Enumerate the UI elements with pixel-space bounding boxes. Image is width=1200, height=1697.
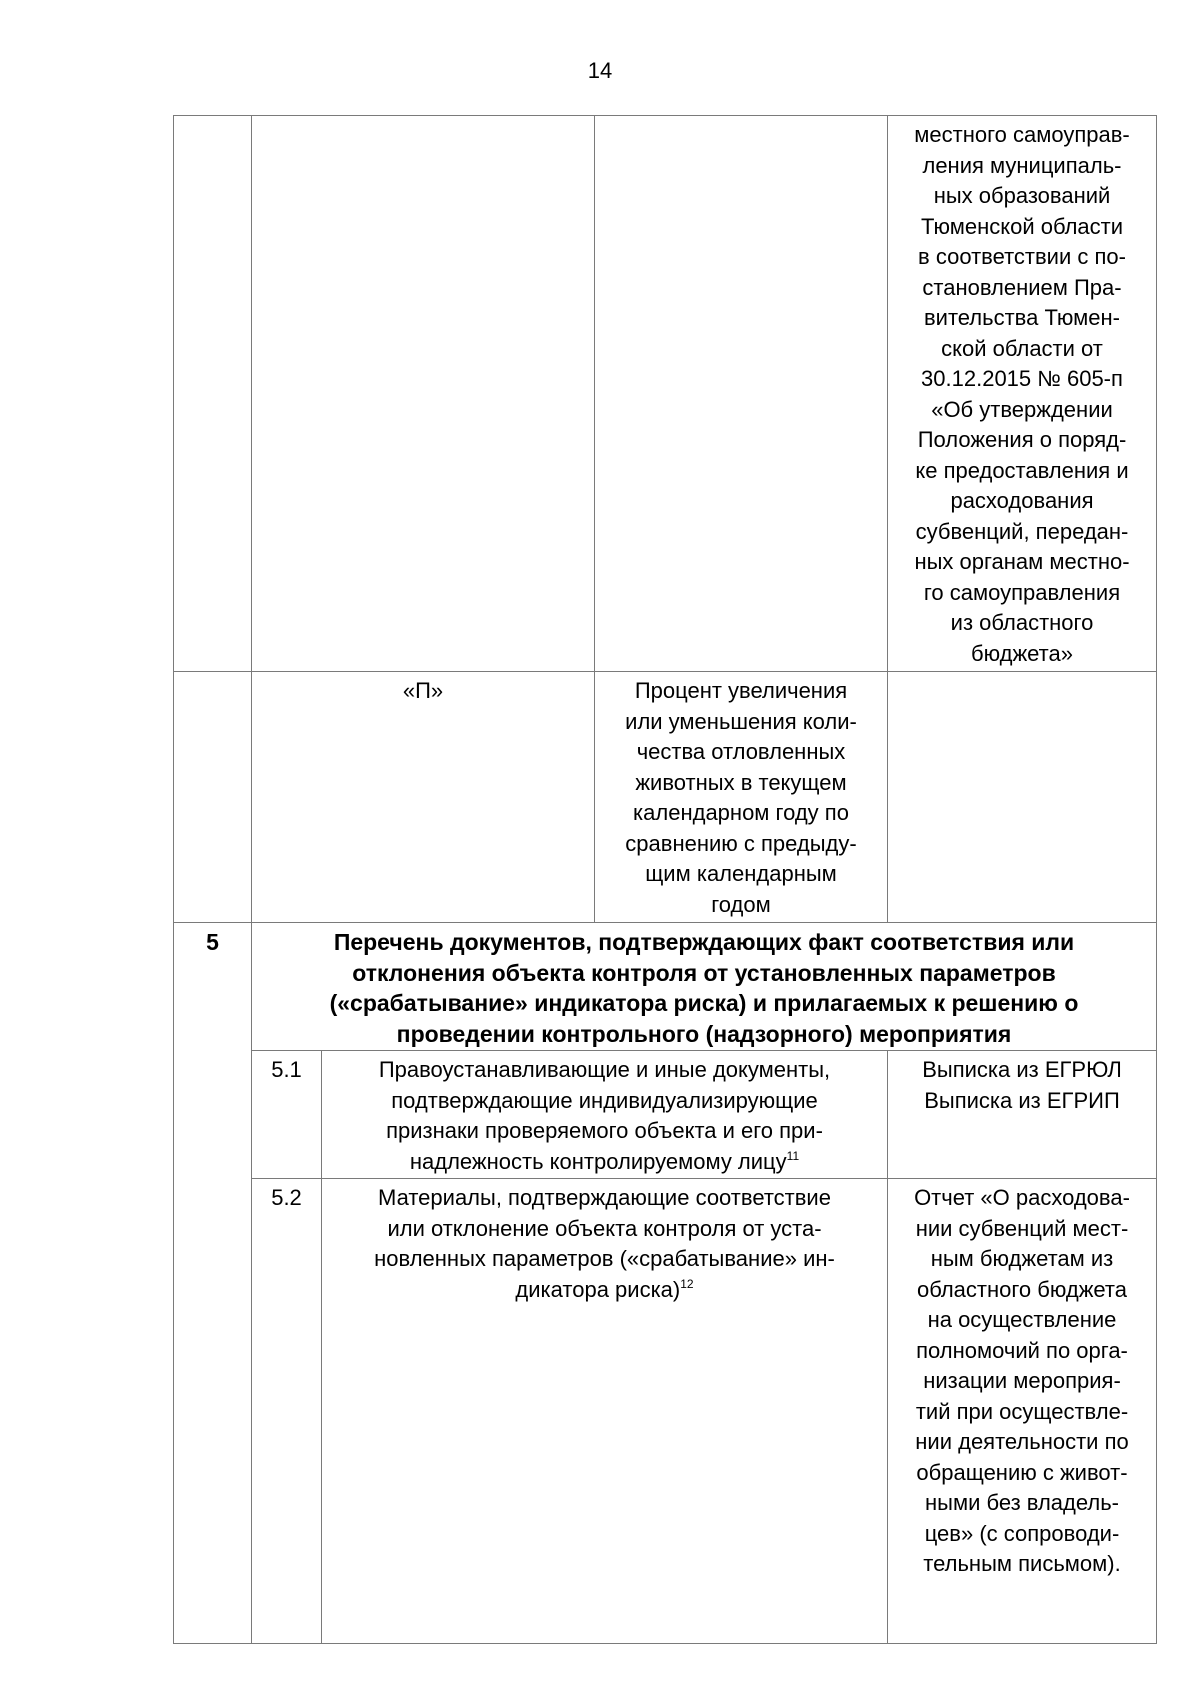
- r2-description-cell: [594, 671, 888, 923]
- r52-doc-line: ными без владель-: [924, 1490, 1119, 1515]
- r1-source-line: бюджета»: [971, 640, 1073, 666]
- r51-text-line: Правоустанавливающие и иные документы,: [378, 1057, 831, 1082]
- r1-source-line: субвенций, передан-: [915, 518, 1129, 544]
- r1-source-line: 30.12.2015 № 605-п: [921, 366, 1123, 391]
- r2-col1-cell: [173, 671, 252, 923]
- r1-col2-cell: [251, 115, 595, 672]
- r52-text-cell: [321, 1178, 888, 1644]
- section-5-heading-line: («срабатывание» индикатора риска) и прилагаемых к решению о: [329, 990, 1079, 1016]
- r1-source-line: ных образований: [933, 183, 1111, 208]
- r1-source-line: ской области от: [941, 335, 1103, 361]
- r52-doc-line: ным бюджетам из: [930, 1246, 1114, 1271]
- r1-source-cell: [887, 115, 1157, 672]
- r52-text-line-last: [322, 1275, 887, 1306]
- r52-doc-line: тельным письмом).: [923, 1551, 1121, 1576]
- r52-doc-line: тий при осуществле-: [915, 1398, 1129, 1424]
- r2-description-line: или уменьшения коли-: [625, 708, 857, 734]
- r52-doc-line: нии деятельности по: [915, 1429, 1129, 1454]
- r52-doc-line: Отчет «О расходова-: [914, 1185, 1130, 1210]
- r1-source-line: местного самоуправ-: [914, 122, 1130, 147]
- r1-source-line: ления муниципаль-: [922, 152, 1122, 178]
- r52-doc-line: областного бюджета: [916, 1276, 1127, 1302]
- r52-text-line: или отклонение объекта контроля от уста-: [387, 1215, 822, 1241]
- indicator-symbol: «П»: [402, 678, 444, 703]
- r1-source-line: вительства Тюмен-: [923, 305, 1121, 330]
- r1-source-line: в соответствии с по-: [918, 244, 1126, 269]
- r2-description-line: чества отловленных: [636, 739, 846, 764]
- r51-text-line: надлежность контролируемому лицу: [409, 1148, 787, 1174]
- section-5-heading-line: Перечень документов, подтверждающих факт соответствия или: [333, 929, 1075, 955]
- r51-number-cell: [251, 1050, 322, 1179]
- r52-doc-line: на осуществление: [927, 1307, 1117, 1332]
- r51-text-line: признаки проверяемого объекта и его при-: [386, 1118, 823, 1143]
- r2-description-line: календарном году по: [633, 800, 849, 825]
- r51-doc-line: Выписка из ЕГРИП: [924, 1087, 1120, 1113]
- r2-description-line: годом: [711, 891, 771, 917]
- r51-number: 5.1: [271, 1057, 302, 1082]
- r1-source-line: ных органам местно-: [914, 549, 1130, 574]
- r52-text-line: новленных параметров («срабатывание» ин-: [374, 1246, 835, 1271]
- r1-col3-cell: [594, 115, 888, 672]
- r51-docs-cell: [887, 1050, 1157, 1179]
- r1-source-line: из областного: [950, 610, 1094, 635]
- section-5-number-cell: [173, 922, 252, 1644]
- r52-text-line: дикатора риска): [515, 1276, 681, 1302]
- r2-col4-cell: [887, 671, 1157, 923]
- r52-doc-line: цев» (с сопроводи-: [924, 1520, 1120, 1546]
- r1-source-line: ке предоставления и: [915, 457, 1129, 483]
- section-5-heading-cell: [251, 922, 1157, 1051]
- r52-text-line: Материалы, подтверждающие соответствие: [378, 1185, 831, 1210]
- page-number: 14: [587, 58, 613, 83]
- r1-source-line: Положения о поряд-: [917, 427, 1127, 452]
- r52-number-cell: [251, 1178, 322, 1644]
- footnote-ref-12[interactable]: 12: [680, 1276, 694, 1291]
- r1-source-line: расходования: [950, 488, 1094, 513]
- section-5-heading-line: проведении контрольного (надзорного) мероприятия: [396, 1020, 1012, 1047]
- r2-description-line: животных в текущем: [635, 769, 847, 795]
- r52-doc-line: обращению с живот-: [916, 1459, 1128, 1485]
- r1-source-line: становлением Пра-: [922, 274, 1122, 300]
- r52-doc-line: нии субвенций мест-: [915, 1215, 1129, 1241]
- r52-doc-line: полномочий по орга-: [916, 1337, 1128, 1363]
- r2-description-line: щим календарным: [645, 861, 837, 886]
- r51-text-cell: [321, 1050, 888, 1179]
- r1-source-line: Тюменской области: [920, 213, 1124, 239]
- section-5-number: 5: [206, 929, 219, 955]
- r1-source-line: «Об утверждении: [931, 396, 1113, 422]
- r1-source-line: го самоуправления: [923, 579, 1121, 605]
- r52-number: 5.2: [271, 1185, 302, 1210]
- r51-text-line: подтверждающие индивидуализирующие: [391, 1087, 818, 1113]
- r52-doc-line: низации мероприя-: [923, 1368, 1121, 1393]
- footnote-ref-11[interactable]: 11: [786, 1148, 800, 1163]
- r52-docs-cell: [887, 1178, 1157, 1644]
- r2-description-line: Процент увеличения: [634, 678, 848, 703]
- r1-col1-cell: [173, 115, 252, 672]
- r51-doc-line: Выписка из ЕГРЮЛ: [922, 1057, 1122, 1082]
- section-5-heading-line: отклонения объекта контроля от установленных параметров: [352, 959, 1056, 986]
- r51-text-line-last: [322, 1147, 887, 1178]
- r2-description-line: сравнению с предыду-: [625, 830, 857, 856]
- r2-indicator-cell: [251, 671, 595, 923]
